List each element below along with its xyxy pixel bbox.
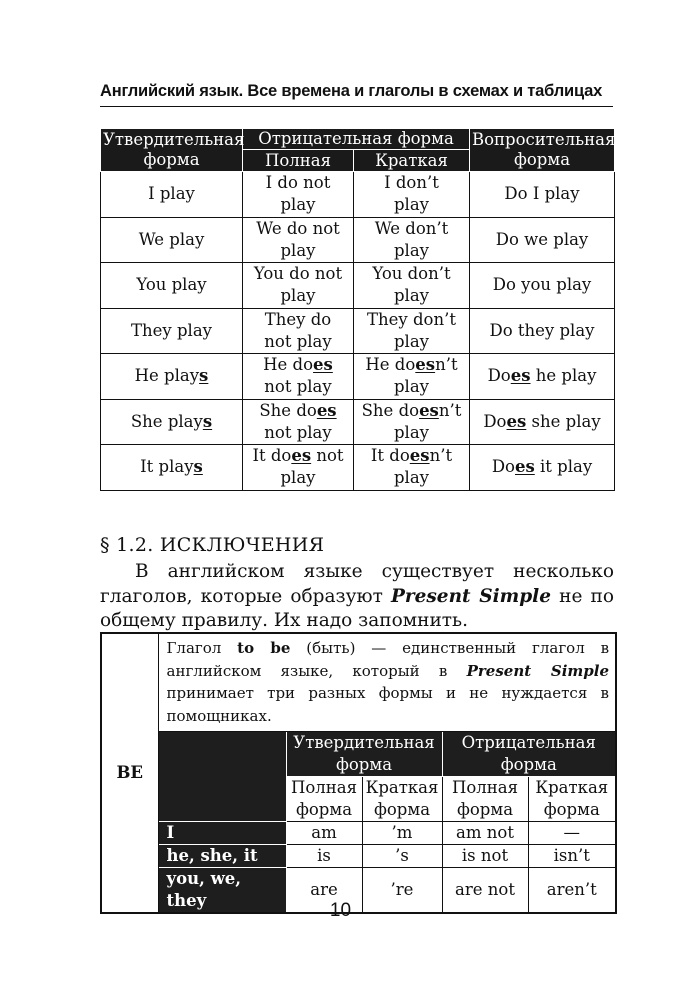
col-header-negative-short: Краткая <box>354 150 470 172</box>
col-header-negative: Отрицательная форма <box>243 129 470 150</box>
col-header-question: Вопросительная форма <box>470 129 615 172</box>
aff-full-cell: am <box>286 822 362 845</box>
to-be-forms-table <box>100 632 617 914</box>
affirmative-cell: It plays <box>101 445 243 491</box>
col-header-affirmative: Утвердительная форма <box>286 732 442 777</box>
table-row <box>101 308 615 354</box>
negative-short-cell: They don’t play <box>354 308 470 354</box>
negative-full-cell: He does not play <box>243 354 354 400</box>
aff-short-cell: ’m <box>362 822 442 845</box>
pronoun-cell: I <box>158 822 286 845</box>
question-cell: Do I play <box>470 172 615 218</box>
section-heading: § 1.2. ИСКЛЮЧЕНИЯ <box>100 534 325 556</box>
affirmative-cell: We play <box>101 217 243 263</box>
col-header-negative-full: Полная <box>243 150 354 172</box>
affirmative-cell: He plays <box>101 354 243 400</box>
col-header-aff-full: Полная форма <box>286 777 362 822</box>
question-cell: Does she play <box>470 399 615 445</box>
table-row <box>101 845 616 868</box>
table-row <box>101 217 615 263</box>
affirmative-cell: You play <box>101 263 243 309</box>
neg-full-cell: is not <box>442 845 528 868</box>
aff-full-cell: are <box>286 868 362 914</box>
negative-full-cell: They do not play <box>243 308 354 354</box>
negative-short-cell: We don’t play <box>354 217 470 263</box>
neg-short-cell: — <box>528 822 616 845</box>
question-cell: Do you play <box>470 263 615 309</box>
neg-full-cell: am not <box>442 822 528 845</box>
section-paragraph: В английском языке существует несколько глаголов, которые образуют Present Simple не по общему правилу. Их надо запомнить. <box>100 561 615 631</box>
table-row <box>101 822 616 845</box>
question-cell: Do we play <box>470 217 615 263</box>
question-cell: Does he play <box>470 354 615 400</box>
verb-description: Глагол to be (быть) — единственный глагол в английском языке, который в Present Simple принимает три разных формы и не нуждается в помощниках. <box>158 633 616 732</box>
col-header-neg-short: Краткая форма <box>528 777 616 822</box>
present-simple-forms-table <box>100 128 615 491</box>
neg-short-cell: isn’t <box>528 845 616 868</box>
aff-short-cell: ’re <box>362 868 442 914</box>
affirmative-cell: They play <box>101 308 243 354</box>
table-row <box>101 354 615 400</box>
negative-full-cell: You do not play <box>243 263 354 309</box>
pronoun-header-blank <box>158 732 286 822</box>
negative-short-cell: He doesn’t play <box>354 354 470 400</box>
affirmative-cell: I play <box>101 172 243 218</box>
aff-full-cell: is <box>286 845 362 868</box>
table-row <box>101 172 615 218</box>
verb-label: BE <box>101 633 158 913</box>
negative-short-cell: She doesn’t play <box>354 399 470 445</box>
negative-full-cell: It does not play <box>243 445 354 491</box>
negative-full-cell: We do not play <box>243 217 354 263</box>
col-header-negative: Отрицательная форма <box>442 732 616 777</box>
question-cell: Do they play <box>470 308 615 354</box>
neg-short-cell: aren’t <box>528 868 616 914</box>
col-header-aff-short: Краткая форма <box>362 777 442 822</box>
pronoun-cell: you, we, they <box>158 868 286 914</box>
negative-full-cell: I do not play <box>243 172 354 218</box>
aff-short-cell: ’s <box>362 845 442 868</box>
running-header: Английский язык. Все времена и глаголы в схемах и таблицах <box>100 82 603 100</box>
pronoun-cell: he, she, it <box>158 845 286 868</box>
neg-full-cell: are not <box>442 868 528 914</box>
header-rule <box>100 106 613 107</box>
table-row <box>101 399 615 445</box>
table-row <box>101 445 615 491</box>
page-number: 10 <box>329 900 352 921</box>
negative-full-cell: She does not play <box>243 399 354 445</box>
negative-short-cell: It doesn’t play <box>354 445 470 491</box>
negative-short-cell: I don’t play <box>354 172 470 218</box>
negative-short-cell: You don’t play <box>354 263 470 309</box>
table-row <box>101 263 615 309</box>
question-cell: Does it play <box>470 445 615 491</box>
affirmative-cell: She plays <box>101 399 243 445</box>
col-header-neg-full: Полная форма <box>442 777 528 822</box>
col-header-affirmative: Утвердительная форма <box>101 129 243 172</box>
